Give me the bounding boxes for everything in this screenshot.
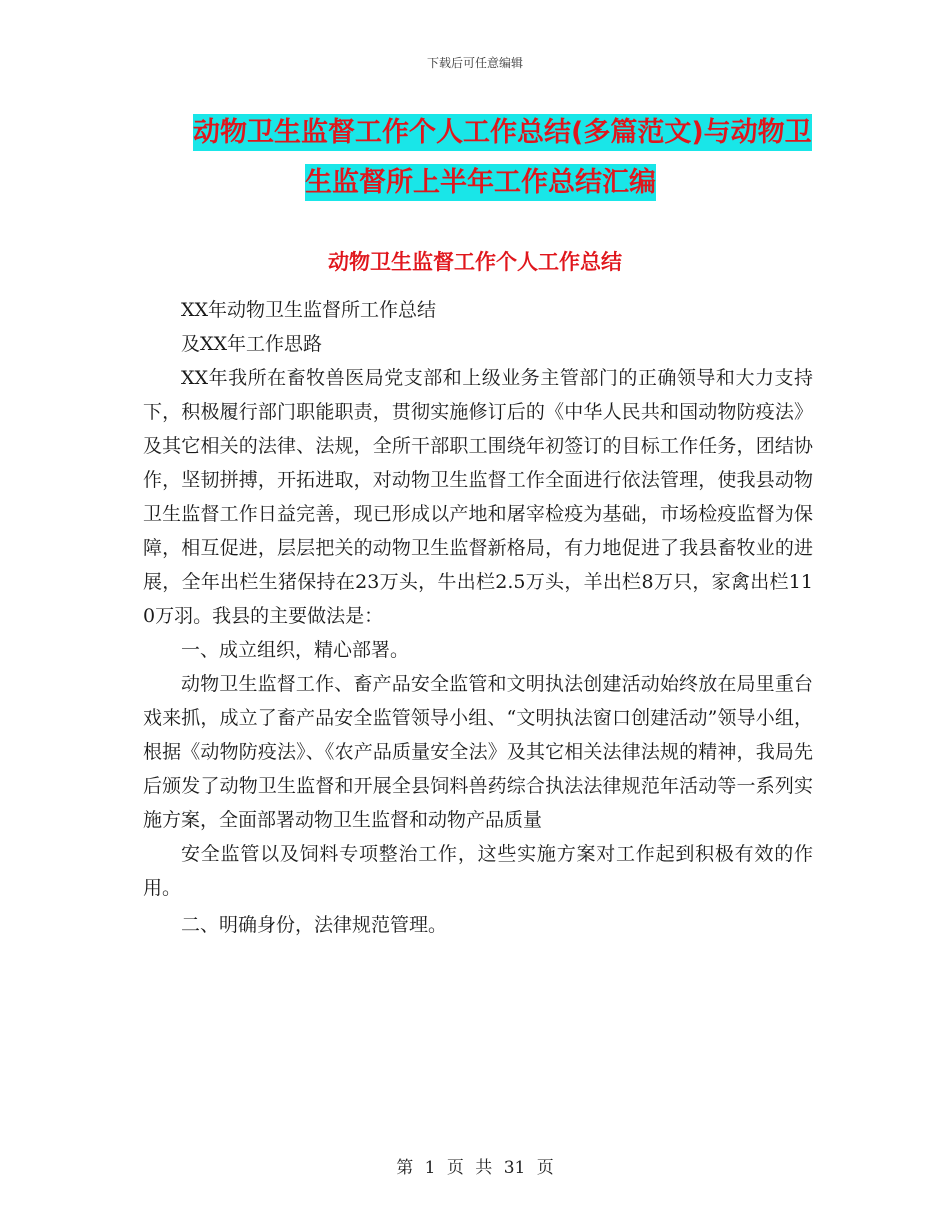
paragraph-7: 二、明确身份，法律规范管理。 <box>181 914 448 936</box>
paragraph-4: 一、成立组织，精心部署。 <box>181 639 410 661</box>
main-title-line-1-text: 动物卫生监督工作个人工作总结(多篇范文)与动物卫 <box>193 114 812 151</box>
paragraph-1: XX年动物卫生监督所工作总结 <box>181 299 437 321</box>
document-body <box>143 293 813 942</box>
paragraph-2: 及XX年工作思路 <box>181 333 323 355</box>
paragraph-3: XX年我所在畜牧兽医局党支部和上级业务主管部门的正确领导和大力支持下，积极履行部门职能职责，贯彻实施修订后的《中华人民共和国动物防疫法》及其它相关的法律、法规，全所干部职工围绕年初签订的目标工作任务，团结协作，坚韧拼搏，开拓进取，对动物卫生监督工作全面进行依法管理，使我县动物卫生监督工作日益完善，现已形成以产地和屠宰检疫为基础，市场检疫监督为保障，相互促进，层层把关的动物卫生监督新格局，有力地促进了我县畜牧业的进展，全年出栏生猪保持在23万头，牛出栏2.5万头，羊出栏8万只，家禽出栏110万羽。我县的主要做法是： <box>143 367 813 627</box>
document-main-title <box>193 108 813 208</box>
paragraph-5: 动物卫生监督工作、畜产品安全监管和文明执法创建活动始终放在局里重台戏来抓，成立了畜产品安全监管领导小组、“文明执法窗口创建活动”领导小组，根据《动物防疫法》、《农产品质量安全法》及其它相关法律法规的精神，我局先后颁发了动物卫生监督和开展全县饲料兽药综合执法法律规范年活动等一系列实施方案，全面部署动物卫生监督和动物产品质量 <box>143 673 813 831</box>
header-note: 下载后可任意编辑 <box>426 56 523 70</box>
main-title-line-2 <box>193 158 813 208</box>
section-title: 动物卫生监督工作个人工作总结 <box>328 250 622 274</box>
paragraph-6: 安全监管以及饲料专项整治工作，这些实施方案对工作起到积极有效的作用。 <box>143 843 813 899</box>
page-footer: 第 1 页 共 31 页 <box>396 1158 554 1178</box>
main-title-line-2-text: 生监督所上半年工作总结汇编 <box>305 164 656 201</box>
main-title-line-1 <box>193 108 813 158</box>
